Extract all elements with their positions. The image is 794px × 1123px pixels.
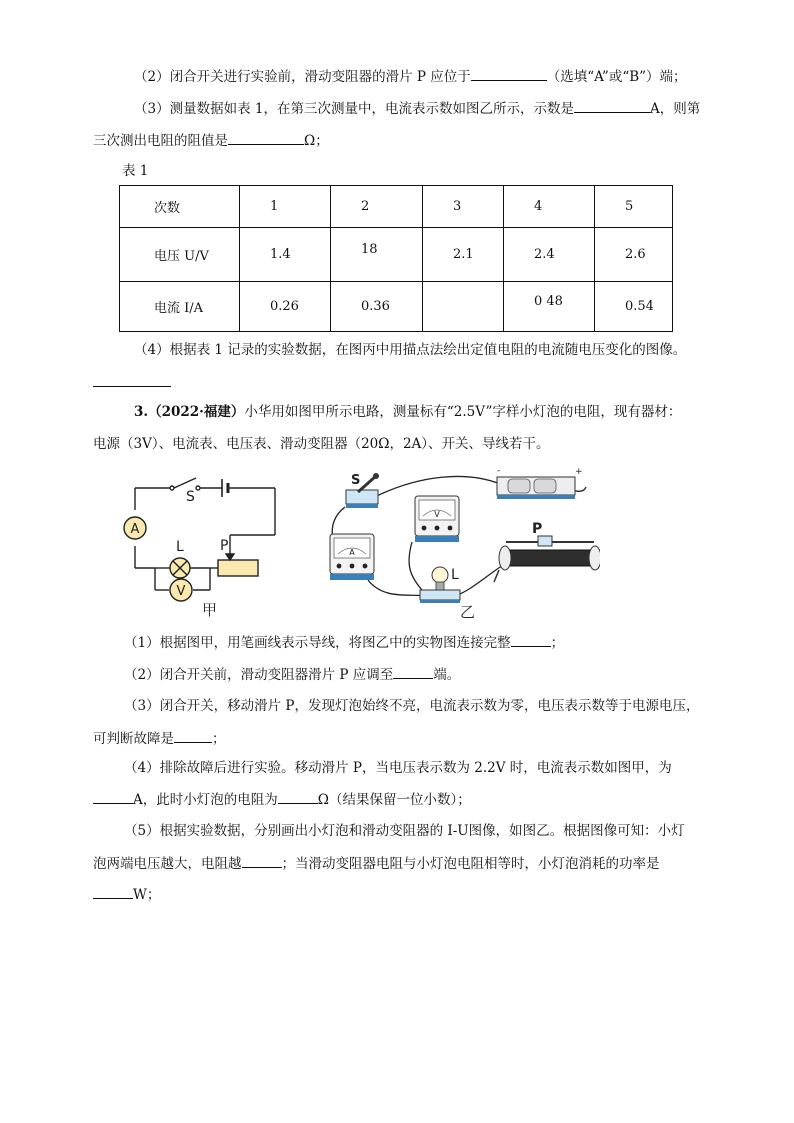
q3-sub4-line2 bbox=[93, 789, 471, 810]
q3-sub3-line2-text: 可判断故障是 bbox=[93, 731, 174, 747]
table-cell: 2.4 bbox=[504, 228, 595, 282]
table-cell[interactable] bbox=[423, 282, 504, 332]
table-header-row bbox=[120, 186, 673, 228]
table-cell: 2.1 bbox=[423, 228, 504, 282]
q3-sub5-line2 bbox=[93, 853, 660, 874]
table-row-label: 电压 U/V bbox=[120, 228, 240, 282]
table-cell: 18 bbox=[331, 228, 423, 282]
answer-blank[interactable] bbox=[471, 66, 547, 81]
answer-blank[interactable] bbox=[393, 664, 433, 679]
apparatus-lamp-label: L bbox=[451, 567, 459, 583]
q2-sub3-line2-prefix: 三次测出电阻的阻值是 bbox=[93, 133, 228, 149]
q2-sub2 bbox=[134, 66, 687, 87]
answer-blank[interactable] bbox=[228, 130, 304, 145]
apparatus-voltmeter-label: V bbox=[434, 510, 440, 519]
q3-sub2 bbox=[124, 664, 460, 685]
battery-plus-label: + bbox=[575, 467, 583, 477]
apparatus-switch-label: S bbox=[351, 473, 361, 488]
circuit-figures bbox=[110, 462, 600, 622]
table-row bbox=[120, 282, 673, 332]
table-row-label: 电流 I/A bbox=[120, 282, 240, 332]
q3-sub3-line1: （3）闭合开关，移动滑片 P，发现灯泡始终不亮，电流表示数为零，电压表示数等于电源电压， bbox=[124, 698, 700, 714]
answer-blank[interactable] bbox=[574, 98, 650, 113]
q2-sub4: （4）根据表 1 记录的实验数据，在图丙中用描点法绘出定值电阻的电流随电压变化的图像。 bbox=[134, 342, 687, 358]
q2-sub3-line1 bbox=[134, 98, 700, 119]
table-cell: 2.6 bbox=[595, 228, 673, 282]
apparatus-ammeter-label: A bbox=[349, 548, 355, 557]
answer-blank[interactable] bbox=[93, 789, 133, 804]
table-cell: 0 48 bbox=[504, 282, 595, 332]
switch-label: S bbox=[186, 489, 195, 505]
data-table bbox=[119, 185, 673, 332]
q3-head: 3.（2022·福建） bbox=[134, 404, 245, 420]
separator-line bbox=[93, 386, 171, 387]
table-cell: 0.26 bbox=[240, 282, 331, 332]
figure-jia-label: 甲 bbox=[202, 601, 218, 619]
table-header-cell: 次数 bbox=[120, 186, 240, 228]
q3-sub5-line3 bbox=[93, 884, 160, 905]
table-row bbox=[120, 228, 673, 282]
ammeter-symbol bbox=[124, 517, 146, 539]
q3-sub4-line2-a: A，此时小灯泡的电阻为 bbox=[133, 792, 278, 808]
circuit-diagram-jia bbox=[135, 478, 275, 590]
q3-sub3-line2 bbox=[93, 728, 226, 749]
answer-blank[interactable] bbox=[174, 728, 212, 743]
lamp-label: L bbox=[176, 539, 184, 555]
table-header-cell: 2 bbox=[331, 186, 423, 228]
lamp-symbol bbox=[170, 558, 190, 578]
q3-sub1-end: ； bbox=[550, 635, 565, 651]
q3-sub5-line2-b: ；当滑动变阻器电阻与小灯泡电阻相等时，小灯泡消耗的功率是 bbox=[281, 856, 660, 872]
answer-blank[interactable] bbox=[242, 853, 282, 868]
table-cell: 0.36 bbox=[331, 282, 423, 332]
q2-sub3-mid: A，则第 bbox=[649, 101, 701, 117]
table-cell: 0.54 bbox=[595, 282, 673, 332]
answer-blank[interactable] bbox=[93, 884, 133, 899]
table-cell: 1.4 bbox=[240, 228, 331, 282]
q3-sub5-line1: （5）根据实验数据，分别画出小灯泡和滑动变阻器的 I-U图像，如图乙。根据图像可知：小灯 bbox=[124, 823, 685, 839]
q3-sub2-suffix: 端。 bbox=[433, 667, 461, 683]
answer-blank[interactable] bbox=[278, 789, 318, 804]
q3-sub5-line3-text: W； bbox=[133, 887, 161, 903]
table-header-cell: 4 bbox=[504, 186, 595, 228]
q2-sub3-line2 bbox=[93, 130, 329, 151]
q2-sub3-line2-suffix: Ω； bbox=[304, 133, 329, 149]
q3-sub1 bbox=[124, 632, 564, 653]
q3-stem1: 小华用如图甲所示电路，测量标有“2.5V”字样小灯泡的电阻，现有器材： bbox=[244, 404, 682, 420]
slider-label: P bbox=[220, 538, 229, 554]
q3-sub4-line1: （4）排除故障后进行实验。移动滑片 P，当电压表示数为 2.2V 时，电流表示数如图甲，为 bbox=[124, 760, 672, 776]
battery-minus-label: - bbox=[497, 466, 501, 476]
q3-sub3-end: ； bbox=[212, 731, 226, 747]
q3-stem-line1 bbox=[134, 402, 681, 422]
q3-sub2-prefix: （2）闭合开关前，滑动变阻器滑片 P 应调至 bbox=[124, 667, 394, 683]
q3-sub4-line2-b: Ω（结果保留一位小数）； bbox=[317, 792, 471, 808]
voltmeter-symbol bbox=[170, 579, 192, 601]
apparatus-slider-label: P bbox=[532, 521, 543, 537]
figure-yi-label: 乙 bbox=[460, 603, 476, 621]
apparatus-yi bbox=[330, 466, 600, 621]
answer-blank[interactable] bbox=[511, 632, 551, 647]
q2-sub2-prefix: （2）闭合开关进行实验前，滑动变阻器的滑片 P 应位于 bbox=[134, 69, 471, 85]
svg-text:V: V bbox=[176, 584, 186, 599]
table-header-cell: 5 bbox=[595, 186, 673, 228]
q3-sub5-line2-a: 泡两端电压越大，电阻越 bbox=[93, 856, 242, 872]
table-header-cell: 3 bbox=[423, 186, 504, 228]
table-header-cell: 1 bbox=[240, 186, 331, 228]
svg-text:A: A bbox=[130, 522, 140, 537]
q3-stem-line2: 电源（3V）、电流表、电压表、滑动变阻器（20Ω，2A）、开关、导线若干。 bbox=[93, 436, 550, 452]
q2-sub3-prefix: （3）测量数据如表 1，在第三次测量中，电流表示数如图乙所示，示数是 bbox=[134, 101, 574, 117]
q2-sub2-suffix: （选填“A”或“B”）端； bbox=[546, 69, 687, 85]
table-caption: 表 1 bbox=[122, 163, 149, 179]
q3-sub1-text: （1）根据图甲，用笔画线表示导线，将图乙中的实物图连接完整 bbox=[124, 635, 511, 651]
